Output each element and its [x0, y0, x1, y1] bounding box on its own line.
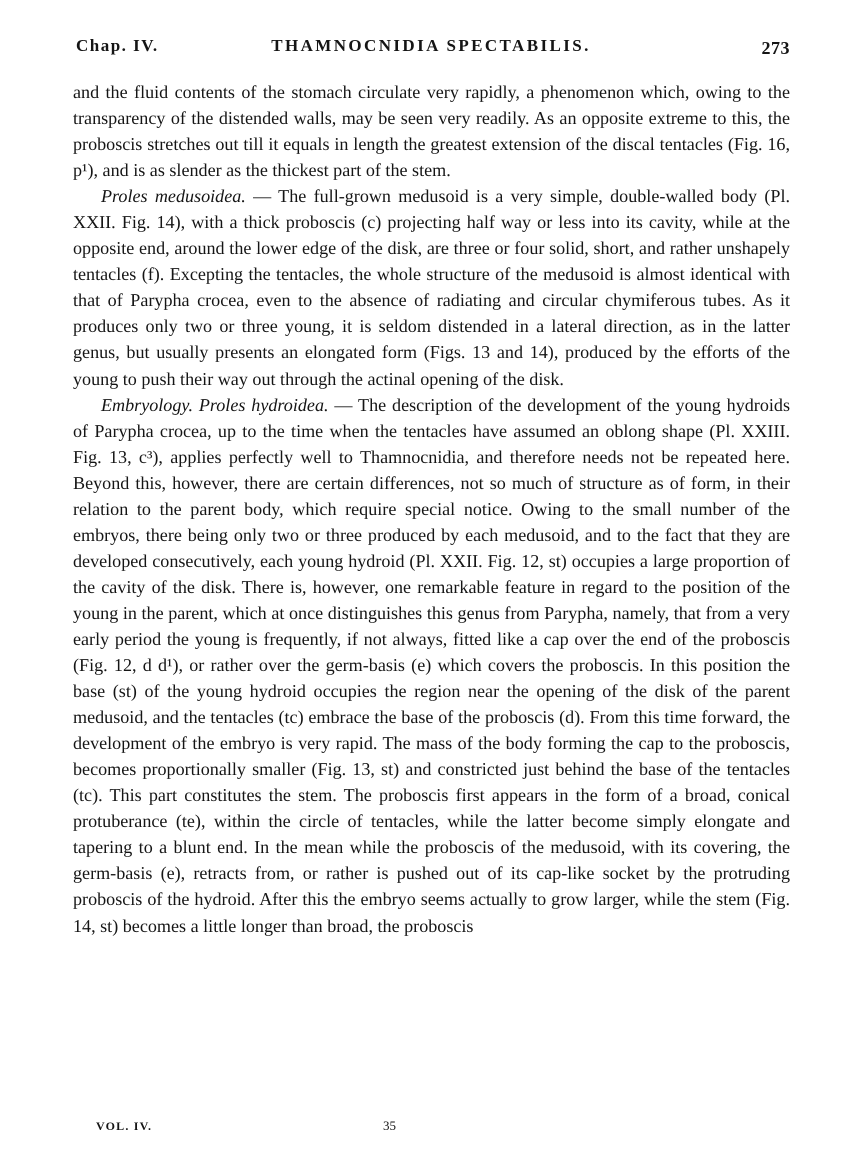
paragraph-3-text: — The description of the development of the young hydroids of Parypha crocea, up to the time when the tentacles have assumed an oblong shape (Pl. XXIII. Fig. 13, c³), applies perfectly well to Thamnocnidia, and therefore needs not be repeated here. Beyond this, however, there are certain differences, not so much of structure as of form, in their relation to the parent body, which require special notice. Owing to the small number of the embryos, there being only two or three produced by each medusoid, and to the fact that they are developed consecutively, each young hydroid (Pl. XXII. Fig. 12, st) occupies a large proportion of the cavity of the disk. There is, however, one remarkable feature in regard to the position of the young in the parent, which at once distinguishes this genus from Parypha, namely, that from a very early period the young is frequently, if not always, fitted like a cap over the end of the proboscis (Fig. 12, d d¹), or rather over the germ-basis (e) which covers the proboscis. In this position the base (st) of the young hydroid occupies the region near the opening of the disk of the parent medusoid, and the tentacles (tc) embrace the base of the proboscis (d). From this time forward, the development of the embryo is very rapid. The mass of the body forming the cap to the proboscis, becomes proportionally smaller (Fig. 13, st) and constricted just behind the base of the tentacles (tc). This part constitutes the stem. The proboscis first appears in the form of a broad, conical protuberance (te), within the circle of tentacles, while the latter become simply elongate and tapering to a blunt end. In the mean while the proboscis of the medusoid, with its covering, the germ-basis (e), retracts from, or rather is pushed out of its cap-like socket by the protruding proboscis of the hydroid. After this the embryo seems actually to grow larger, while the stem (Fig. 14, st) becomes a little longer than broad, the proboscis	[73, 394, 790, 936]
paragraph-1	[73, 79, 790, 183]
paragraph-2	[73, 183, 790, 391]
signature-mark: 35	[383, 1118, 396, 1133]
paragraph-1-text: and the fluid contents of the stomach circulate very rapidly, a phenomenon which, owing to the transparency of the distended walls, may be seen very readily. As an opposite extreme to this, the proboscis stretches out till it equals in length the greatest extension of the discal tentacles (Fig. 16, p¹), and is as slender as the thickest part of the stem.	[73, 82, 790, 181]
volume-label: VOL. IV.	[96, 1119, 153, 1133]
paragraph-3-lead: Embryology. Proles hydroidea.	[101, 394, 329, 415]
paragraph-2-lead: Proles medusoidea.	[101, 186, 246, 207]
running-head	[72, 34, 790, 60]
paragraph-2-text: — The full-grown medusoid is a very simple, double-walled body (Pl. XXII. Fig. 14), with a thick proboscis (c) projecting half way or less into its cavity, while at the opposite end, around the lower edge of the disk, are three or four solid, short, and rather unshapely tentacles (f). Excepting the tentacles, the whole structure of the medusoid is almost identical with that of Parypha crocea, even to the absence of radiating and circular chymiferous tubes. As it produces only two or three young, it is seldom distended in a lateral direction, as in the latter genus, but usually presents an elongated form (Figs. 13 and 14), produced by the efforts of the young to push their way out through the actinal opening of the disk.	[73, 186, 791, 389]
paragraph-3	[73, 392, 790, 939]
page-title: THAMNOCNIDIA SPECTABILIS.	[271, 36, 591, 55]
page-footer	[96, 1119, 790, 1139]
chapter-label: Chap. IV.	[76, 36, 159, 55]
body-text	[73, 79, 790, 939]
page-number: 273	[761, 38, 790, 58]
